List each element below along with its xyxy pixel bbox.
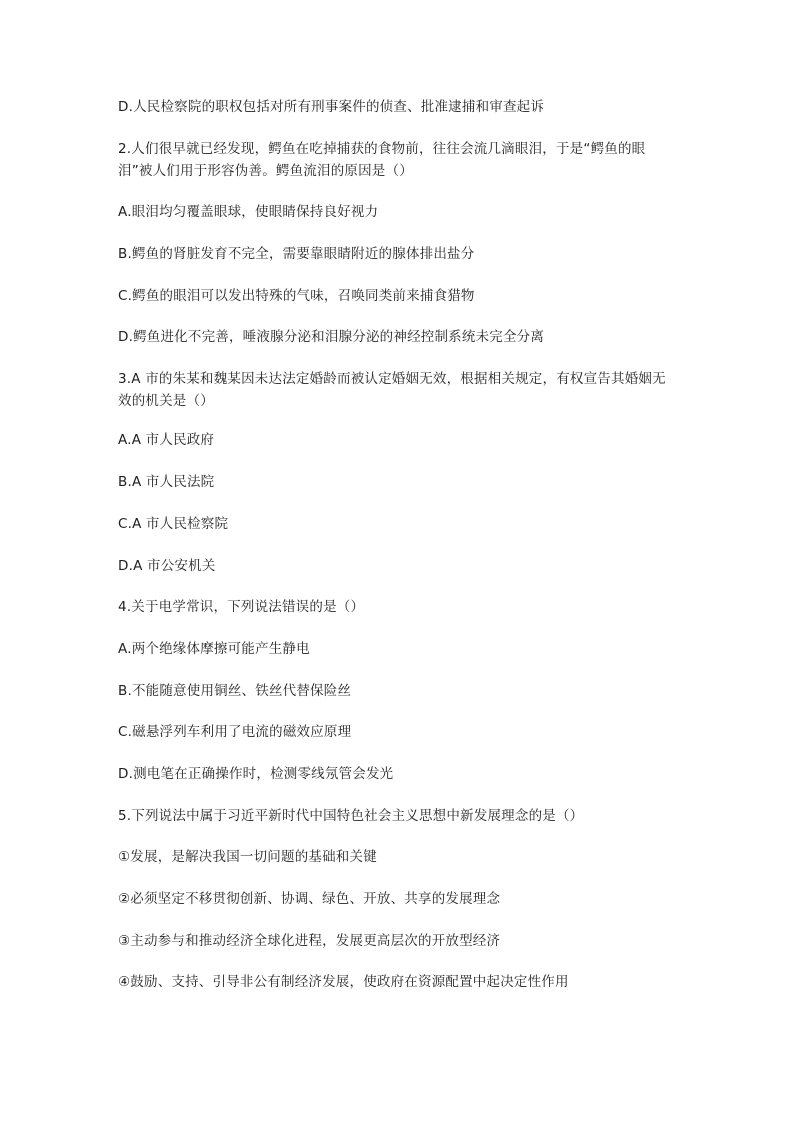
option-b-q2: B.鳄鱼的肾脏发育不完全，需要靠眼睛附近的腺体排出盐分 bbox=[118, 246, 475, 262]
option-d-q4: D.测电笔在正确操作时，检测零线氖管会发光 bbox=[118, 766, 394, 782]
question-2: 2.人们很早就已经发现，鳄鱼在吃掉捕获的食物前，往往会流几滴眼泪，于是“鳄鱼的眼泪”被人们用于形容伪善。鳄鱼流泪的原因是（） bbox=[118, 141, 646, 179]
question-4: 4.关于电学常识，下列说法错误的是（） bbox=[118, 599, 365, 615]
option-d-q2: D.鳄鱼进化不完善，唾液腺分泌和泪腺分泌的神经控制系统未完全分离 bbox=[118, 329, 545, 345]
statement-1-q5: ①发展，是解决我国一切问题的基础和关键 bbox=[118, 849, 377, 865]
statement-3-q5: ③主动参与和推动经济全球化进程，发展更高层次的开放型经济 bbox=[118, 933, 501, 949]
option-c-q3: C.A 市人民检察院 bbox=[118, 516, 229, 532]
option-b-q4: B.不能随意使用铜丝、铁丝代替保险丝 bbox=[118, 683, 352, 699]
option-a-q2: A.眼泪均匀覆盖眼球，使眼睛保持良好视力 bbox=[118, 204, 379, 220]
option-a-q3: A.A 市人民政府 bbox=[118, 432, 215, 448]
option-c-q4: C.磁悬浮列车利用了电流的磁效应原理 bbox=[118, 724, 352, 740]
option-a-q4: A.两个绝缘体摩擦可能产生静电 bbox=[118, 641, 310, 657]
option-c-q2: C.鳄鱼的眼泪可以发出特殊的气味，召唤同类前来捕食猎物 bbox=[118, 288, 475, 304]
option-d-q1: D.人民检察院的职权包括对所有刑事案件的侦查、批准逮捕和审查起诉 bbox=[118, 99, 545, 115]
statement-4-q5: ④鼓励、支持、引导非公有制经济发展，使政府在资源配置中起决定性作用 bbox=[118, 974, 569, 990]
question-3: 3.A 市的朱某和魏某因未达法定婚龄而被认定婚姻无效，根据相关规定，有权宣告其婚姻无效的机关是（） bbox=[118, 371, 666, 409]
option-b-q3: B.A 市人民法院 bbox=[118, 474, 215, 490]
option-d-q3: D.A 市公安机关 bbox=[118, 558, 216, 574]
statement-2-q5: ②必须坚定不移贯彻创新、协调、绿色、开放、共享的发展理念 bbox=[118, 891, 501, 907]
question-5: 5.下列说法中属于习近平新时代中国特色社会主义思想中新发展理念的是（） bbox=[118, 808, 584, 824]
